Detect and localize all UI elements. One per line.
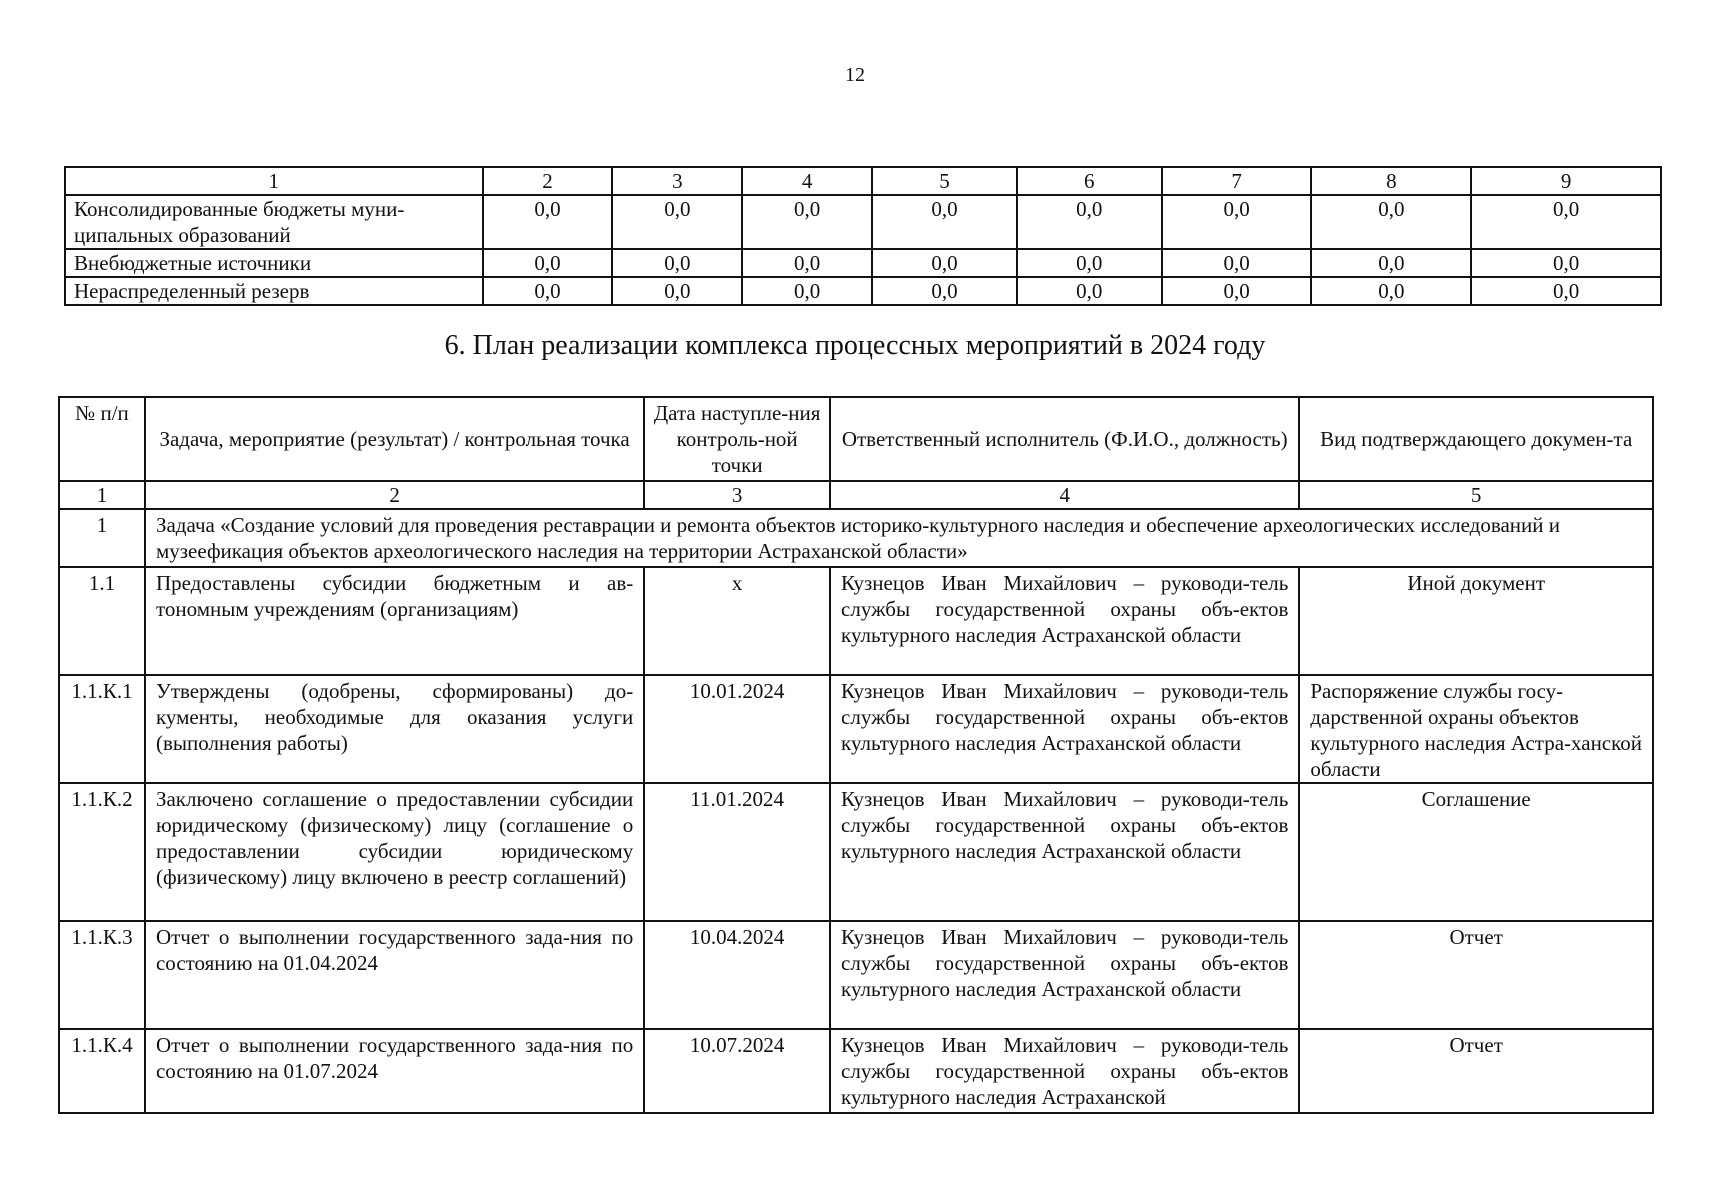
budget-value: 0,0 <box>742 277 872 305</box>
row-task: Предоставлены субсидии бюджетным и ав-тономным учреждениям (организациям) <box>145 567 644 675</box>
row-task: Утверждены (одобрены, сформированы) до-кументы, необходимые для оказания услуги (выполнения работы) <box>145 675 644 783</box>
budget-col-number: 8 <box>1311 167 1471 195</box>
budget-value: 0,0 <box>1017 195 1162 249</box>
budget-col-number: 6 <box>1017 167 1162 195</box>
row-date: x <box>644 567 830 675</box>
header-num: № п/п <box>59 397 145 481</box>
row-responsible: Кузнецов Иван Михайлович – руководи-тель службы государственной охраны объ-ектов культурного наследия Астраханской области <box>830 783 1299 921</box>
budget-value: 0,0 <box>1162 277 1312 305</box>
row-date: 11.01.2024 <box>644 783 830 921</box>
row-responsible: Кузнецов Иван Михайлович – руководи-тель службы государственной охраны объ-ектов культурного наследия Астраханской области <box>830 675 1299 783</box>
budget-value: 0,0 <box>1017 277 1162 305</box>
budget-table <box>64 166 1662 306</box>
row-responsible: Кузнецов Иван Михайлович – руководи-тель службы государственной охраны объ-ектов культурного наследия Астраханской <box>830 1029 1299 1113</box>
plan-col-number: 1 <box>59 481 145 509</box>
plan-row <box>59 783 1653 921</box>
goal-num: 1 <box>59 509 145 567</box>
row-task: Заключено соглашение о предоставлении субсидии юридическому (физическому) лицу (соглашение о предоставлении субсидии юридическому (физическому) лицу включено в реестр соглашений) <box>145 783 644 921</box>
row-num: 1.1.К.2 <box>59 783 145 921</box>
budget-col-number: 5 <box>872 167 1017 195</box>
row-date: 10.07.2024 <box>644 1029 830 1113</box>
row-num: 1.1.К.3 <box>59 921 145 1029</box>
row-doc: Отчет <box>1299 921 1653 1029</box>
budget-col-number: 3 <box>612 167 742 195</box>
budget-value: 0,0 <box>1471 195 1661 249</box>
budget-value: 0,0 <box>1311 277 1471 305</box>
budget-row <box>65 277 1661 305</box>
plan-header-row <box>59 397 1653 481</box>
header-doc: Вид подтверждающего докумен-та <box>1299 397 1653 481</box>
budget-value: 0,0 <box>483 195 613 249</box>
row-responsible: Кузнецов Иван Михайлович – руководи-тель службы государственной охраны объ-ектов культурного наследия Астраханской области <box>830 921 1299 1029</box>
plan-row <box>59 567 1653 675</box>
budget-col-number: 7 <box>1162 167 1312 195</box>
header-date: Дата наступле-ния контроль-ной точки <box>644 397 830 481</box>
row-doc: Распоряжение службы госу-дарственной охраны объектов культурного наследия Астра-ханской области <box>1299 675 1653 783</box>
row-task: Отчет о выполнении государственного зада-ния по состоянию на 01.04.2024 <box>145 921 644 1029</box>
plan-col-number: 4 <box>830 481 1299 509</box>
row-doc: Соглашение <box>1299 783 1653 921</box>
budget-col-number: 2 <box>483 167 613 195</box>
budget-row <box>65 195 1661 249</box>
budget-row <box>65 249 1661 277</box>
goal-row <box>59 509 1653 567</box>
budget-value: 0,0 <box>483 277 613 305</box>
budget-header-row <box>65 167 1661 195</box>
budget-col-number: 4 <box>742 167 872 195</box>
section-title: 6. План реализации комплекса процессных мероприятий в 2024 году <box>444 330 1266 361</box>
budget-value: 0,0 <box>1162 249 1312 277</box>
budget-source: Консолидированные бюджеты муни-ципальных образований <box>65 195 483 249</box>
budget-source: Нераспределенный резерв <box>65 277 483 305</box>
budget-value: 0,0 <box>872 277 1017 305</box>
plan-col-number: 5 <box>1299 481 1653 509</box>
row-task: Отчет о выполнении государственного зада-ния по состоянию на 01.07.2024 <box>145 1029 644 1113</box>
goal-text: Задача «Создание условий для проведения реставрации и ремонта объектов историко-культурного наследия и обеспечение археологических исследований и музеефикация объектов археологического наследия на территории Астраханской области» <box>145 509 1653 567</box>
header-responsible: Ответственный исполнитель (Ф.И.О., должность) <box>830 397 1299 481</box>
plan-row <box>59 675 1653 783</box>
plan-col-number: 2 <box>145 481 644 509</box>
header-task: Задача, мероприятие (результат) / контрольная точка <box>145 397 644 481</box>
budget-value: 0,0 <box>612 195 742 249</box>
budget-col-number: 1 <box>65 167 483 195</box>
budget-value: 0,0 <box>612 277 742 305</box>
plan-column-numbers <box>59 481 1653 509</box>
row-num: 1.1 <box>59 567 145 675</box>
budget-value: 0,0 <box>742 249 872 277</box>
budget-value: 0,0 <box>1471 249 1661 277</box>
budget-source: Внебюджетные источники <box>65 249 483 277</box>
row-responsible: Кузнецов Иван Михайлович – руководи-тель службы государственной охраны объ-ектов культурного наследия Астраханской области <box>830 567 1299 675</box>
budget-value: 0,0 <box>1162 195 1312 249</box>
row-doc: Отчет <box>1299 1029 1653 1113</box>
budget-value: 0,0 <box>872 195 1017 249</box>
plan-col-number: 3 <box>644 481 830 509</box>
budget-value: 0,0 <box>1017 249 1162 277</box>
budget-value: 0,0 <box>1471 277 1661 305</box>
row-doc: Иной документ <box>1299 567 1653 675</box>
budget-value: 0,0 <box>742 195 872 249</box>
budget-value: 0,0 <box>1311 195 1471 249</box>
budget-value: 0,0 <box>483 249 613 277</box>
plan-row <box>59 1029 1653 1113</box>
row-num: 1.1.К.1 <box>59 675 145 783</box>
row-num: 1.1.К.4 <box>59 1029 145 1113</box>
budget-value: 0,0 <box>1311 249 1471 277</box>
budget-value: 0,0 <box>612 249 742 277</box>
budget-col-number: 9 <box>1471 167 1661 195</box>
row-date: 10.01.2024 <box>644 675 830 783</box>
plan-row <box>59 921 1653 1029</box>
page-number: 12 <box>845 64 865 86</box>
row-date: 10.04.2024 <box>644 921 830 1029</box>
plan-table <box>58 396 1654 1114</box>
budget-value: 0,0 <box>872 249 1017 277</box>
